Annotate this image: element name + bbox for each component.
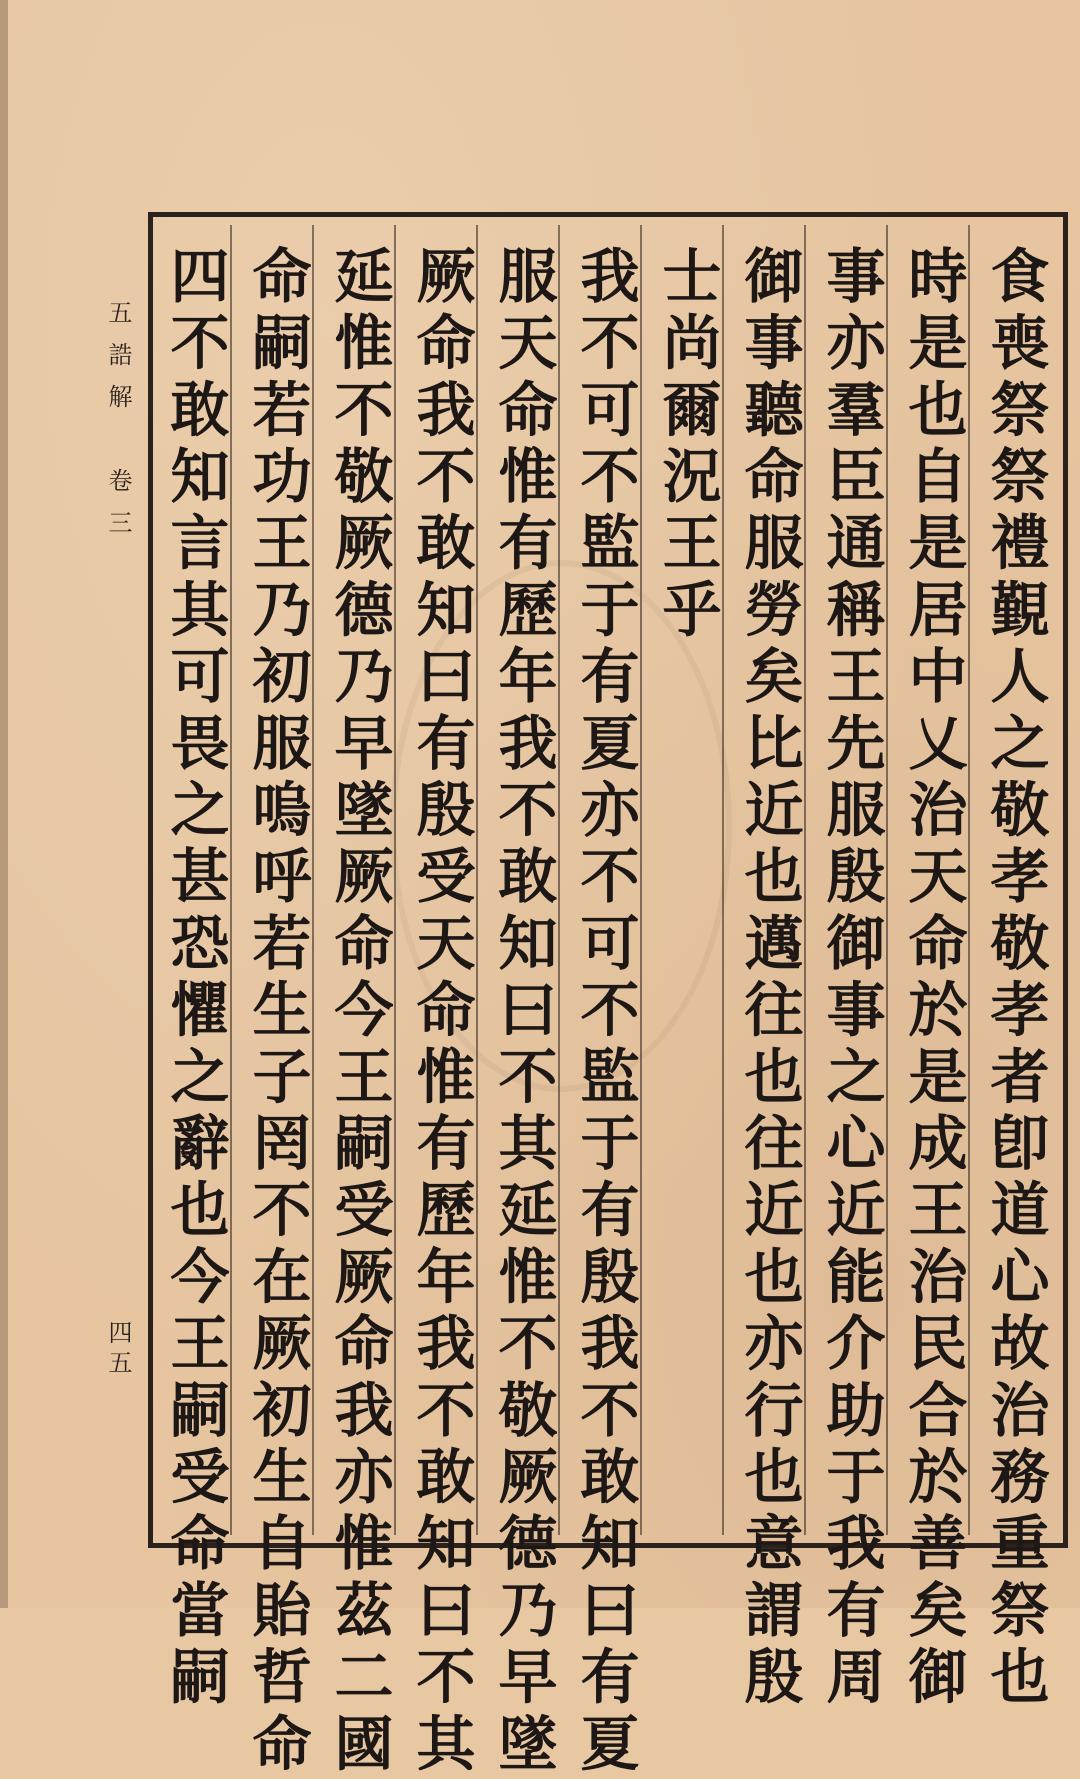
column-text: 我不可不監于有夏亦不可不監于有殷我不敢知曰有夏 <box>570 245 640 1779</box>
text-column-8 <box>401 245 481 1779</box>
column-text: 服天命惟有歷年我不敢知曰不其延惟不敬厥德乃早墜 <box>488 245 558 1779</box>
column-text: 食喪祭祭禮覲人之敬孝敬孝者卽道心故治務重祭也 <box>980 245 1050 1713</box>
text-column-4 <box>729 245 809 1713</box>
page-number: 四五 <box>104 1320 132 1380</box>
column-text: 厥命我不敢知曰有殷受天命惟有歷年我不敢知曰不其 <box>406 245 476 1779</box>
text-column-10 <box>237 245 317 1779</box>
text-column-1 <box>975 245 1055 1713</box>
column-text: 時是也自是居中乂治天命於是成王治民合於善矣御 <box>898 245 968 1713</box>
margin-book-label: 五誥解 卷三 <box>104 300 132 552</box>
text-column-11 <box>155 245 235 1713</box>
text-column-6 <box>565 245 645 1779</box>
page-edge <box>0 0 8 1608</box>
text-column-3 <box>811 245 891 1713</box>
column-text: 四不敢知言其可畏之甚恐懼之辭也今王嗣受命當嗣 <box>160 245 230 1713</box>
text-column-9 <box>319 245 399 1779</box>
column-text: 御事聽命服勞矣比近也邁往也往近也亦行也意謂殷 <box>734 245 804 1713</box>
text-frame <box>148 212 1068 1779</box>
column-text: 事亦羣臣通稱王先服殷御事之心近能介助于我有周 <box>816 245 886 1713</box>
text-column-7 <box>483 245 563 1779</box>
column-text: 士尚爾況王乎 <box>652 245 722 646</box>
column-text: 延惟不敬厥德乃早墜厥命今王嗣受厥命我亦惟茲二國 <box>324 245 394 1779</box>
column-text: 命嗣若功王乃初服嗚呼若生子罔不在厥初生自貽哲命 <box>242 245 312 1779</box>
text-column-5 <box>647 245 727 1525</box>
text-column-2 <box>893 245 973 1713</box>
